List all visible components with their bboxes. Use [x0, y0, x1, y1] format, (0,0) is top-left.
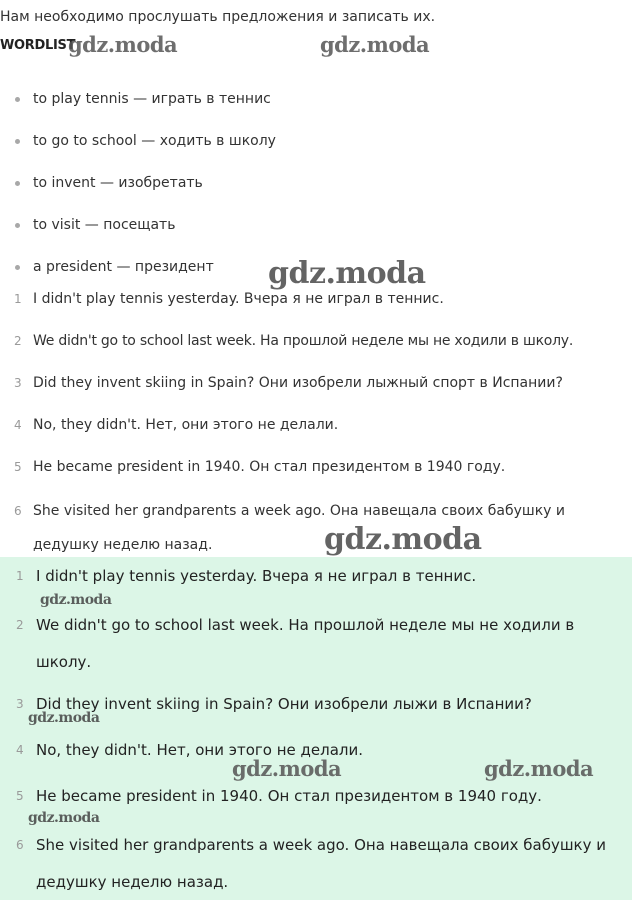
item-text: We didn't go to school last week. На прошлой неделе мы не ходили в школу.	[33, 333, 574, 349]
item-number: 5	[16, 789, 24, 803]
wordlist-item	[0, 210, 276, 252]
list-item	[0, 452, 608, 494]
item-number: 1	[14, 292, 22, 306]
watermark: gdz.moda	[40, 592, 112, 608]
item-number: 2	[14, 334, 22, 348]
item-text: She visited her grandparents a week ago. Она навещала своих бабушку и дедушку неделю назад.	[36, 836, 606, 891]
item-text: I didn't play tennis yesterday. Вчера я не играл в теннис.	[33, 291, 444, 307]
wordlist-item-text: to invent — изобретать	[33, 175, 203, 191]
bullet-icon	[15, 181, 20, 186]
list-item	[0, 607, 616, 689]
item-text: I didn't play tennis yesterday. Вчера я не играл в теннис.	[36, 567, 477, 585]
bullet-icon	[15, 97, 20, 102]
item-number: 6	[14, 504, 22, 518]
list-item	[0, 326, 608, 368]
wordlist-item-text: to visit — посещать	[33, 217, 176, 233]
item-number: 2	[16, 618, 24, 632]
item-text: She visited her grandparents a week ago. Она навещала своих бабушку и дедушку неделю назад.	[33, 503, 565, 553]
item-number: 6	[16, 838, 24, 852]
watermark: gdz.moda	[268, 256, 426, 291]
item-number: 3	[16, 697, 24, 711]
item-text: He became president in 1940. Он стал президентом в 1940 году.	[33, 459, 506, 475]
item-number: 1	[16, 569, 24, 583]
wordlist-item	[0, 84, 276, 126]
bullet-icon	[15, 265, 20, 270]
list-item	[0, 494, 608, 562]
list-item	[0, 410, 608, 452]
item-text: We didn't go to school last week. На прошлой неделе мы не ходили в школу.	[36, 616, 575, 671]
item-number: 4	[16, 743, 24, 757]
wordlist-item	[0, 126, 276, 168]
item-text: Did they invent skiing in Spain? Они изобрели лыжный спорт в Испании?	[33, 375, 563, 391]
wordlist-item-text: to play tennis — играть в теннис	[33, 91, 271, 107]
item-text: He became president in 1940. Он стал президентом в 1940 году.	[36, 787, 542, 805]
sentence-list-second	[0, 561, 616, 909]
item-text: Did they invent skiing in Spain? Они изобрели лыжи в Испании?	[36, 695, 532, 713]
wordlist-item	[0, 168, 276, 210]
item-number: 3	[14, 376, 22, 390]
item-text: No, they didn't. Нет, они этого не делали.	[36, 741, 363, 759]
watermark: gdz.moda	[232, 756, 342, 781]
item-text: No, they didn't. Нет, они этого не делали.	[33, 417, 339, 433]
sentence-list-first	[0, 284, 608, 562]
watermark: gdz.moda	[320, 32, 430, 57]
bullet-icon	[15, 139, 20, 144]
watermark: gdz.moda	[324, 522, 482, 557]
watermark: gdz.moda	[28, 810, 100, 826]
list-item	[0, 368, 608, 410]
item-number: 4	[14, 418, 22, 432]
watermark: gdz.moda	[28, 710, 100, 726]
wordlist	[0, 84, 276, 294]
intro-text: Нам необходимо прослушать предложения и записать их.	[0, 9, 436, 25]
wordlist-item-text: a president — президент	[33, 259, 214, 275]
wordlist-item-text: to go to school — ходить в школу	[33, 133, 276, 149]
bullet-icon	[15, 223, 20, 228]
watermark: gdz.moda	[68, 32, 178, 57]
wordlist-heading: WORDLIST	[0, 38, 76, 53]
watermark: gdz.moda	[484, 756, 594, 781]
list-item	[0, 827, 616, 909]
item-number: 5	[14, 460, 22, 474]
